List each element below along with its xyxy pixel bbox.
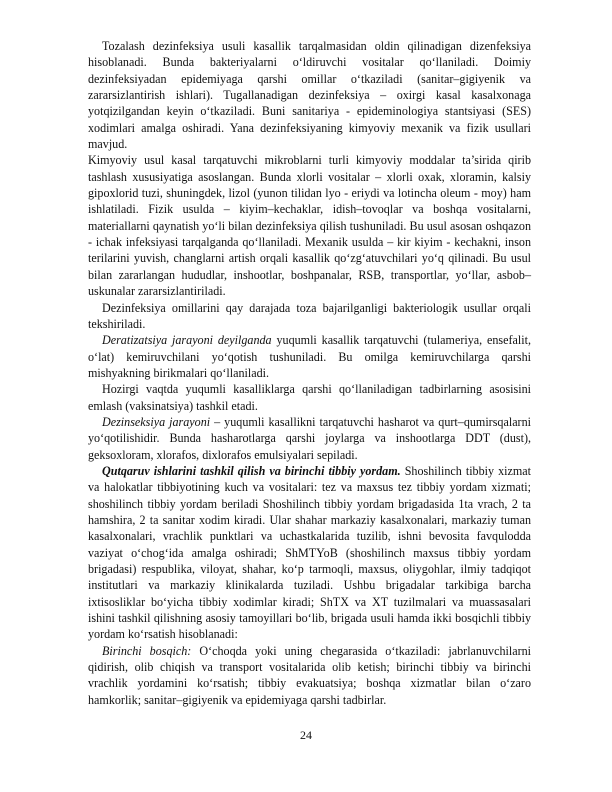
term-deratizatsiya: Deratizatsiya jarayoni deyilganda (102, 333, 272, 348)
paragraph-deratizatsiya (88, 332, 531, 381)
paragraph-birinchi-bosqich (88, 643, 531, 708)
deratizatsiya-text: yuqumli kasallik tarqatuvchi (tulameriya, ensefalit, o‘lat) kemiruvchilani yo‘qotish tushuniladi. Bu omilga kemiruvchilarga qarshi mishyakning birikmalari qo‘llaniladi. (88, 333, 531, 380)
term-birinchi-bosqich: Birinchi bosqich: (102, 643, 192, 658)
birinchi-bosqich-text: O‘choqda yoki uning chegarasida o‘tkaziladi: jabrlanuvchilarni qidirish, olib chiqish va transport vositalarida olib ketish; birinchi tibbiy va birinchi vrachlik yordamini ko‘rsatish; tibbiy evakuatsiya; boshqa xizmatlar bilan o‘zaro hamkorlik; sanitar–gigiyenik va epidemiyaga qarshi tadbirlar. (88, 643, 532, 707)
qutqaruv-text: Shoshilinch tibbiy xizmat va halokatlar tibbiyotining kuch va vositalari: tez va maxsus tez tibbiy yordam xizmati; shoshilinch tibbiy yordam beriladi Shoshilinch tibbiy yordam brigadasida 1ta vrach, 2 ta hamshira, 2 ta sanitar xodim kiradi. Ular shahar markaziy kasalxonalari, markaziy tuman kasalxonalari, vrachlik punktlari va uchastkalarida tuzilib, ishni bevosita favqulodda vaziyat o‘chog‘ida amalga oshiradi; ShMTYoB (shoshilinch maxsus tibbiy yordam brigadasi) respublika, viloyat, shahar, ko‘p tarmoqli, maxsus, oliygohlar, ilmiy tadqiqot institutlari va markaziy klinikalarda tuziladi. Ushbu brigadalar tarkibiga barcha ixtisosliklar bo‘yicha tibbiy xodimlar kiradi; ShTX va XT tuzilmalari va muassasalari ishini tashkil qilishning asosiy tamoyillari bo‘lib, brigada usuli hamda ikki bosqichli tibbiy yordam ko‘rsatish hisoblanadi: (88, 463, 531, 642)
page-number: 24 (300, 728, 312, 742)
document-body (88, 38, 531, 708)
term-qutqaruv: Qutqaruv ishlarini tashkil qilish va birinchi tibbiy yordam. (102, 463, 401, 478)
paragraph-emlash: Hozirgi vaqtda yuqumli kasalliklarga qarshi qo‘llaniladigan tadbirlarning asosisini emlash (vaksinatsiya) tashkil etadi. (88, 382, 531, 413)
paragraph-qutqaruv (88, 463, 531, 643)
term-dezinseksiya: Dezinseksiya jarayoni (102, 414, 211, 429)
paragraph-kimyoviy-usul: Kimyoviy usul kasal tarqatuvchi mikroblarni turli kimyoviy moddalar ta’sirida qirib tashlash xususiyatiga asoslangan. Bunda xlorli vositalar – xlorli oxak, xloramin, kalsiy gipoxlorid tuzi, shuningdek, lizol (yunon tilidan lyo - eriydi va lotincha oleum - moy) ham ishlatiladi. Fizik usulda – kiyim–kechaklar, idish–tovoqlar va boshqa vositalarni, materiallarni qaynatish yo‘li bilan dezinfeksiya qilish tushuniladi. Bu usul asosan oshqazon - ichak infeksiyasi tarqalganda qo‘llaniladi. Mexanik usulda – kir kiyim - kechakni, inson terilarini yuvish, changlarni artish orqali kasallik qo‘zg‘atuvchilari yo‘q qilinadi. Bu usul bilan zararlangan hududlar, inshootlar, boshpanalar, RSB, transportlar, yo‘llar, asbob–uskunalar zararsizlantiriladi. (88, 153, 531, 299)
paragraph-dezinfeksiya-omillari: Dezinfeksiya omillarini qay darajada toza bajarilganligi bakteriologik usullar orqali tekshiriladi. (88, 300, 531, 331)
paragraph-dezinseksiya (88, 414, 531, 463)
paragraph-tozalash: Tozalash dezinfeksiya usuli kasallik tarqalmasidan oldin qilinadigan dizenfeksiya hisoblanadi. Bunda bakteriyalarni o‘ldiruvchi vositalar qo‘llaniladi. Doimiy dezinfeksiyadan epidemiyaga qarshi omillar o‘tkaziladi (sanitar–gigiyenik va zararsizlantirish ishlari). Tugallanadigan dezinfeksiya – oxirgi kasal kasalxonaga yotqizilgandan keyin o‘tkaziladi. Buni sanitariya - epideminologiya stantsiyasi (SES) xodimlari amalga oshiradi. Yana dezinfeksiyaning kimyoviy mexanik va fizik usullari mavjud. (88, 39, 531, 152)
dezinseksiya-text: – yuqumli kasallikni tarqatuvchi hasharot va qurt–qumirsqalarni yo‘qotilishidir. Bunda hasharotlarga qarshi joylarga va inshootlarga DDT (dust), geksoxloram, xlorafos, dixlorafos emulsiyalari sepiladi. (88, 414, 531, 462)
